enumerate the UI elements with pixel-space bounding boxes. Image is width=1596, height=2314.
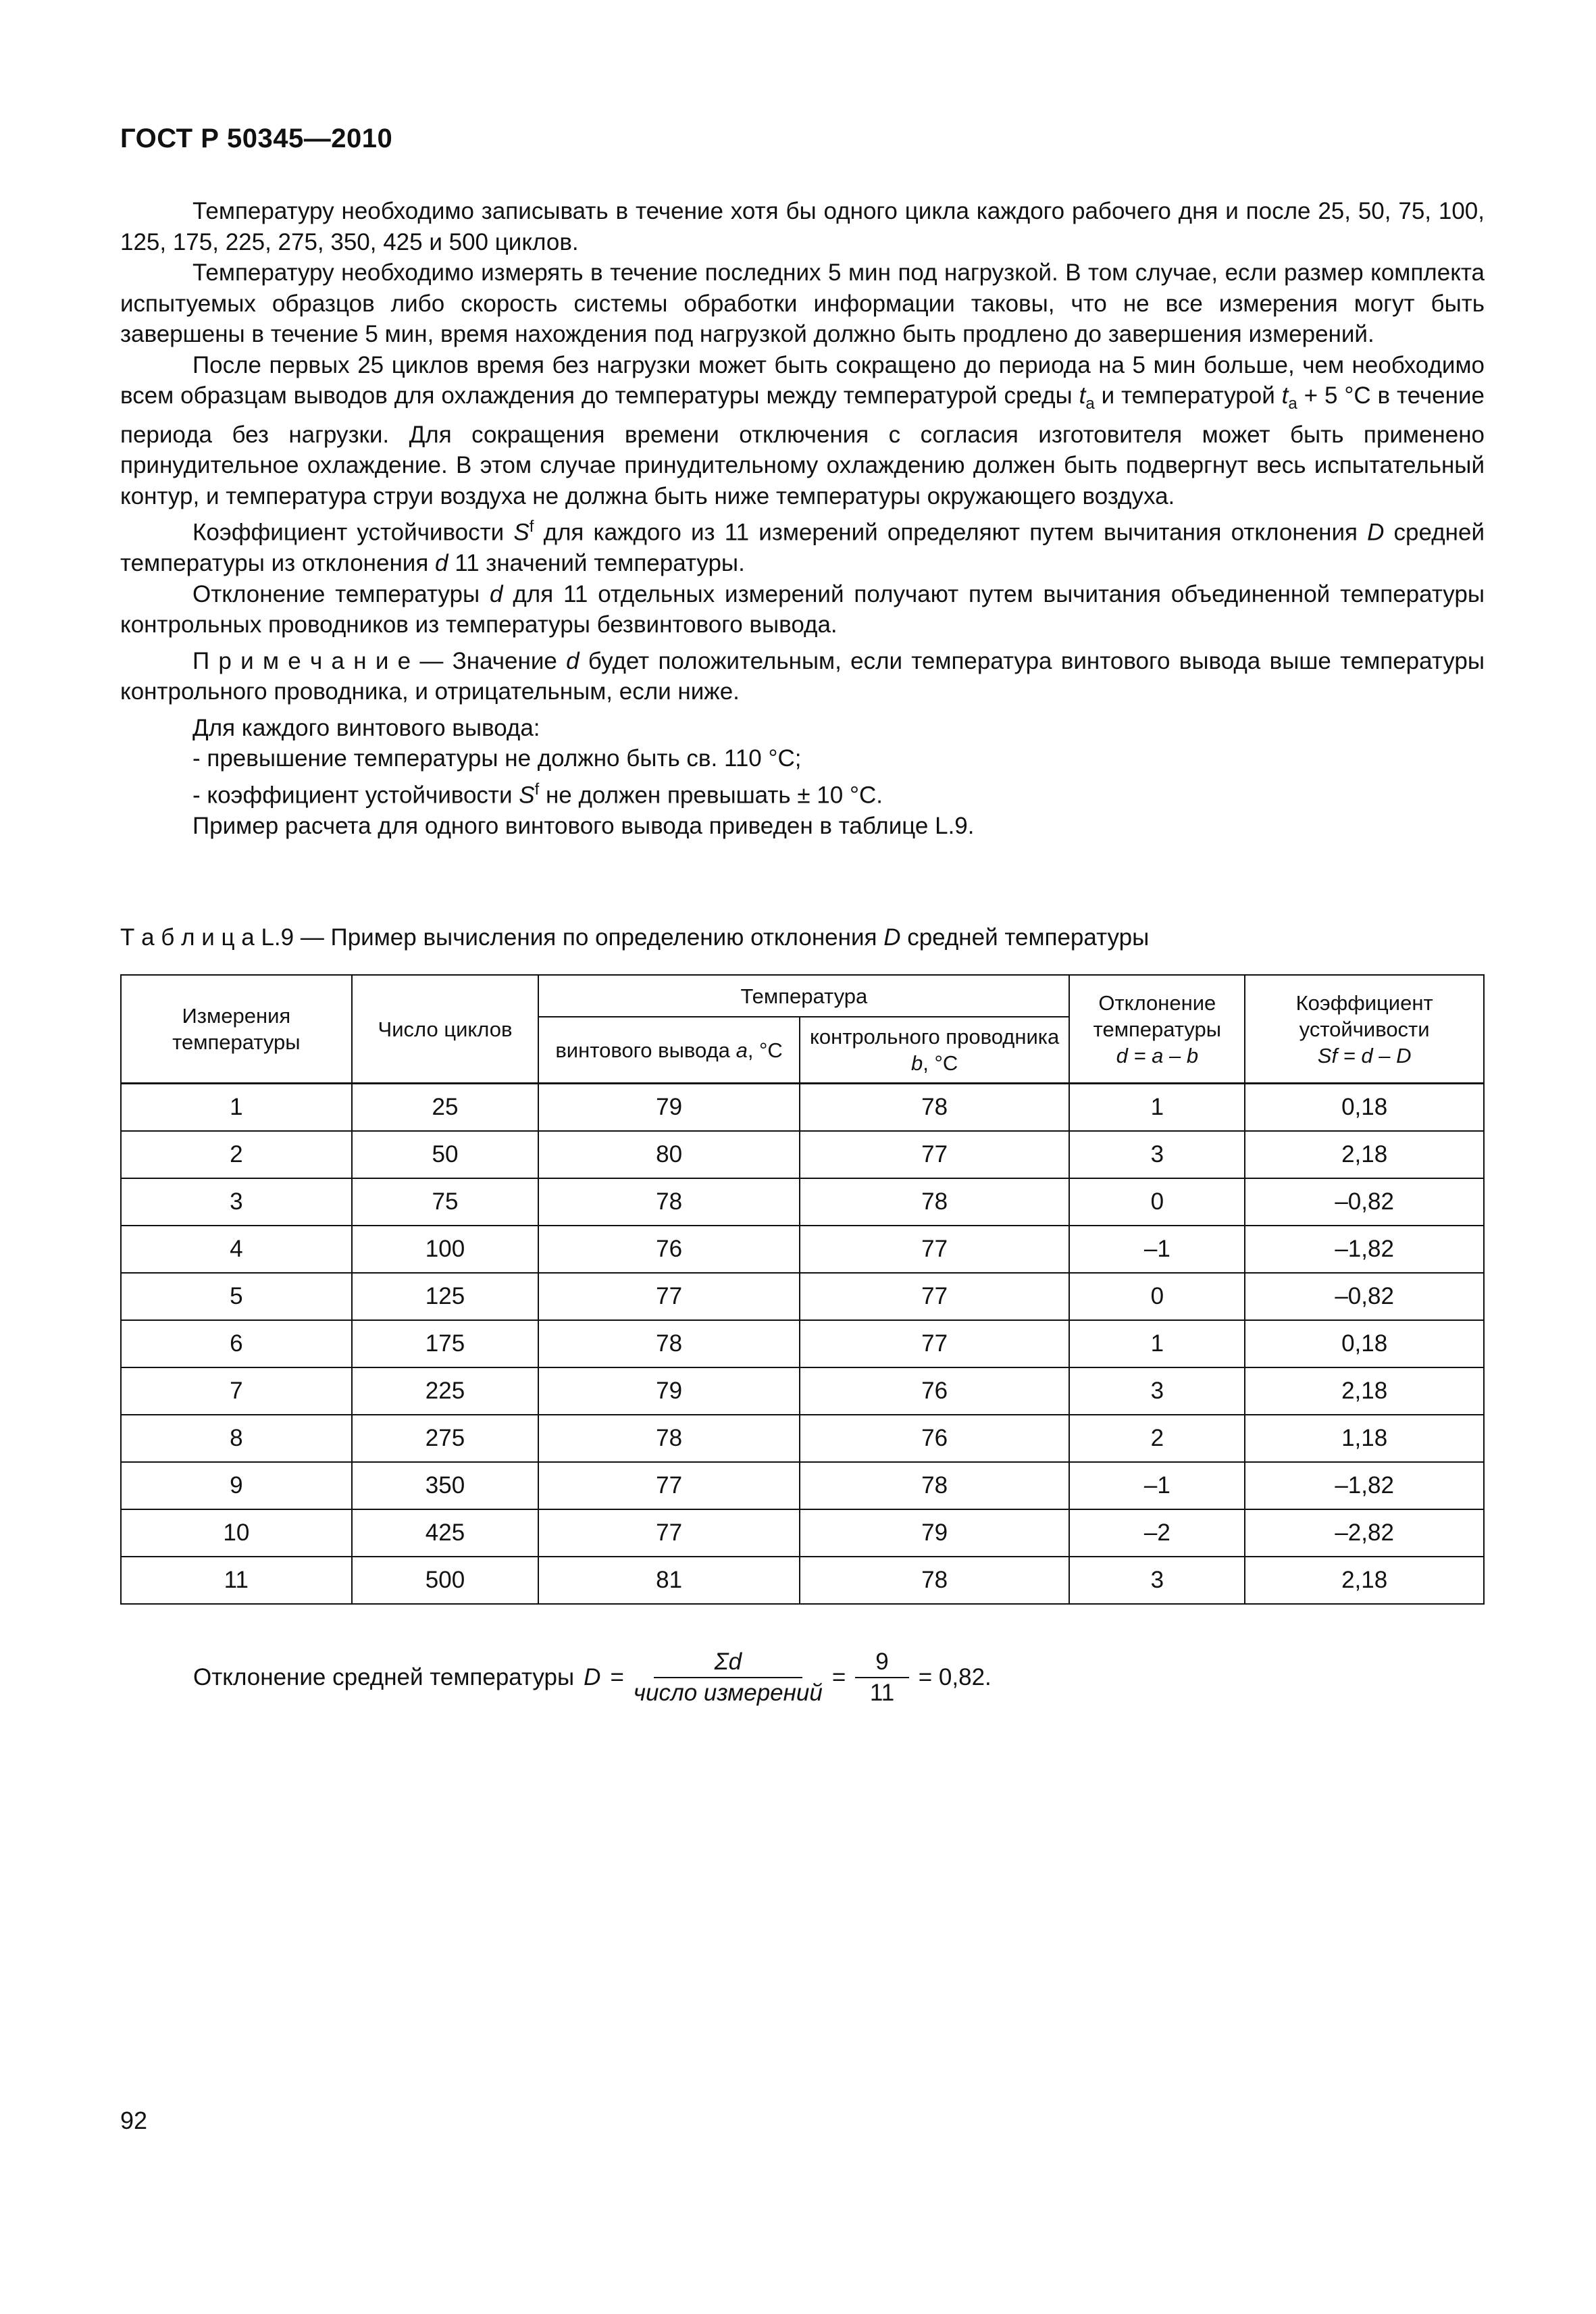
table-cell: –1,82 <box>1245 1462 1484 1509</box>
table-cell: 77 <box>538 1509 800 1557</box>
table-cell: 78 <box>800 1557 1070 1604</box>
table-row <box>121 1320 1484 1367</box>
symbol-t: t <box>1281 382 1289 409</box>
header-cycles: Число циклов <box>352 975 539 1084</box>
table-cell: 78 <box>800 1462 1070 1509</box>
table-cell: 0,18 <box>1245 1084 1484 1132</box>
table-cell: 76 <box>800 1415 1070 1462</box>
table-cell: 78 <box>538 1178 800 1226</box>
table-caption-text: L.9 — Пример вычисления по определению отклонения <box>254 924 884 951</box>
table-cell: 2 <box>1069 1415 1245 1462</box>
table-cell: 500 <box>352 1557 539 1604</box>
header-deviation-formula: d = a – b <box>1116 1043 1199 1067</box>
list-item-temperature-rise: - превышение температуры не должно быть св. 110 °С; <box>192 745 802 772</box>
header-coefficient <box>1245 975 1484 1084</box>
table-cell: 77 <box>800 1320 1070 1367</box>
table-cell: 77 <box>538 1273 800 1320</box>
table-cell: 0 <box>1069 1273 1245 1320</box>
header-coefficient-formula: Sf = d – D <box>1317 1043 1412 1067</box>
table-cell: 75 <box>352 1178 539 1226</box>
table-cell: 78 <box>800 1178 1070 1226</box>
symbol-t-sub: a <box>1288 395 1297 413</box>
header-control-conductor <box>800 1017 1070 1084</box>
paragraph-cooling <box>120 350 1485 512</box>
fraction-denominator: число измерений <box>633 1680 823 1706</box>
header-unit: , °С <box>747 1038 783 1062</box>
table-row <box>121 1367 1484 1415</box>
table-cell: 79 <box>800 1509 1070 1557</box>
formula-result: = 0,82. <box>918 1664 992 1690</box>
table-cell: 7 <box>121 1367 352 1415</box>
header-screw-symbol: a <box>736 1038 748 1062</box>
table-cell: 79 <box>538 1367 800 1415</box>
table-cell: –1 <box>1069 1462 1245 1509</box>
text-fragment: Коэффициент устойчивости <box>192 519 514 546</box>
table-cell: –2 <box>1069 1509 1245 1557</box>
table-cell: 0,18 <box>1245 1320 1484 1367</box>
symbol-t-sub: a <box>1085 395 1095 413</box>
table-header-row <box>121 975 1484 1017</box>
text-fragment: не должен превышать ± 10 °С. <box>539 782 883 809</box>
table-row <box>121 1178 1484 1226</box>
table-cell: 350 <box>352 1462 539 1509</box>
header-temperature: Температура <box>538 975 1069 1017</box>
table-cell: 175 <box>352 1320 539 1367</box>
text-fragment: средней температуры из отклонения <box>120 519 1485 577</box>
table-cell: 1,18 <box>1245 1415 1484 1462</box>
table-row <box>121 1084 1484 1132</box>
table-cell: 3 <box>1069 1557 1245 1604</box>
text-fragment: — Значение <box>411 647 567 674</box>
page-number: 92 <box>120 2107 148 2134</box>
table-cell: 225 <box>352 1367 539 1415</box>
fraction-numeric <box>855 1649 908 1707</box>
note-paragraph <box>120 646 1485 707</box>
table-cell: –1 <box>1069 1226 1245 1273</box>
table-cell: 8 <box>121 1415 352 1462</box>
mean-deviation-formula <box>193 1649 992 1707</box>
table-caption-label: Т а б л и ц а <box>120 924 255 951</box>
paragraph-record-temperature: Температуру необходимо записывать в течение хотя бы одного цикла каждого рабочего дня и после 25, 50, 75, 100, 125, 175, 225, 275, 350, 425 и 500 циклов. <box>120 198 1485 255</box>
table-cell: 9 <box>121 1462 352 1509</box>
text-fragment: для каждого из 11 измерений определяют путем вычитания отклонения <box>534 519 1368 546</box>
paragraph-measure-temperature: Температуру необходимо измерять в течение последних 5 мин под нагрузкой. В том случае, если размер комплекта испытуемых образцов либо скорость системы обработки информации таковы, что не все измерения могут быть завершены в течение 5 мин, время нахождения под нагрузкой должно быть продлено до завершения измерений. <box>120 259 1485 347</box>
header-deviation-label: Отклонение температуры <box>1093 990 1222 1041</box>
table-cell: 25 <box>352 1084 539 1132</box>
text-fragment: и температурой <box>1094 382 1282 409</box>
header-screw-terminal <box>538 1017 800 1084</box>
symbol-t: t <box>1079 382 1086 409</box>
fraction-sum-over-count <box>634 1649 823 1707</box>
list-item-stability <box>120 774 1485 811</box>
text-fragment: - коэффициент устойчивости <box>192 782 519 809</box>
formula-equals: = <box>831 1664 846 1690</box>
header-coefficient-label: Коэффициент устойчивости <box>1295 990 1433 1041</box>
table-cell: 11 <box>121 1557 352 1604</box>
fraction-denominator: 11 <box>869 1680 895 1706</box>
table-cell: 2,18 <box>1245 1557 1484 1604</box>
table-cell: 77 <box>800 1226 1070 1273</box>
header-deviation <box>1069 975 1245 1084</box>
paragraph-example-ref: Пример расчета для одного винтового вывода приведен в таблице L.9. <box>192 812 975 839</box>
table-row <box>121 1415 1484 1462</box>
table-row <box>121 1273 1484 1320</box>
paragraph-deviation <box>120 579 1485 640</box>
table-cell: 1 <box>1069 1320 1245 1367</box>
table-cell: 125 <box>352 1273 539 1320</box>
symbol-s: S <box>513 519 530 546</box>
table-cell: –0,82 <box>1245 1273 1484 1320</box>
formula-d-symbol: D <box>584 1664 601 1690</box>
table-row <box>121 1509 1484 1557</box>
table-cell: 3 <box>1069 1367 1245 1415</box>
table-cell: –2,82 <box>1245 1509 1484 1557</box>
header-unit: , °С <box>923 1051 958 1075</box>
table-cell: –1,82 <box>1245 1226 1484 1273</box>
table-caption-tail: средней температуры <box>900 924 1150 951</box>
symbol-s-sup: f <box>529 518 534 536</box>
text-fragment: Отклонение температуры <box>192 580 490 607</box>
table-cell: 275 <box>352 1415 539 1462</box>
table-cell: 2,18 <box>1245 1367 1484 1415</box>
text-fragment: для 11 отдельных измерений получают путем вычитания объединенной температуры контрольных проводников из температуры безвинтового вывода. <box>120 580 1485 638</box>
table-cell: 5 <box>121 1273 352 1320</box>
table-cell: 100 <box>352 1226 539 1273</box>
table-cell: 10 <box>121 1509 352 1557</box>
table-cell: 78 <box>538 1415 800 1462</box>
table-cell: 1 <box>121 1084 352 1132</box>
paragraph-stability-coefficient <box>120 511 1485 579</box>
symbol-d-lower: d <box>435 550 448 577</box>
table-cell: 0 <box>1069 1178 1245 1226</box>
fraction-numerator: 9 <box>855 1649 908 1678</box>
document-header: ГОСТ Р 50345—2010 <box>120 124 393 153</box>
table-row <box>121 1131 1484 1178</box>
table-cell: 77 <box>800 1273 1070 1320</box>
symbol-d-upper: D <box>883 924 901 951</box>
table-cell: 3 <box>121 1178 352 1226</box>
table-cell: 79 <box>538 1084 800 1132</box>
fraction-numerator: Σd <box>654 1649 802 1678</box>
text-fragment: После первых 25 циклов время без нагрузки может быть сокращено до периода на 5 мин больше, чем необходимо всем образцам выводов для охлаждения до температуры между температурой среды <box>120 351 1485 409</box>
table-cell: 80 <box>538 1131 800 1178</box>
body-text <box>120 196 1485 841</box>
text-fragment: + 5 °С в течение периода без нагрузки. Для сокращения времени отключения с согласия изготовителя может быть применено принудительное охлаждение. В этом случае принудительному охлаждению должен быть подвергнут весь испытательный контур, и температура струи воздуха не должна быть ниже температуры окружающего воздуха. <box>120 382 1485 509</box>
symbol-d-lower: d <box>566 647 580 674</box>
table-cell: –0,82 <box>1245 1178 1484 1226</box>
table-cell: 78 <box>800 1084 1070 1132</box>
table-cell: 6 <box>121 1320 352 1367</box>
table-row <box>121 1462 1484 1509</box>
table-cell: 78 <box>538 1320 800 1367</box>
text-fragment: будет положительным, если температура винтового вывода выше температуры контрольного проводника, и отрицательным, если ниже. <box>120 647 1485 705</box>
symbol-s-sup: f <box>534 780 540 799</box>
table-body <box>121 1084 1484 1605</box>
symbol-d-upper: D <box>1367 519 1385 546</box>
table-cell: 76 <box>538 1226 800 1273</box>
table-cell: 50 <box>352 1131 539 1178</box>
text-fragment: 11 значений температуры. <box>448 550 745 577</box>
formula-label: Отклонение средней температуры <box>193 1664 575 1690</box>
header-control-label: контрольного проводника <box>809 1025 1060 1049</box>
table-cell: 4 <box>121 1226 352 1273</box>
paragraph-each-terminal: Для каждого винтового вывода: <box>192 714 540 741</box>
formula-equals: = <box>610 1664 624 1690</box>
table-cell: 77 <box>800 1131 1070 1178</box>
header-control-symbol: b <box>910 1051 923 1075</box>
table-cell: 77 <box>538 1462 800 1509</box>
header-screw-label: винтового вывода <box>555 1038 730 1062</box>
data-table <box>120 974 1485 1605</box>
table-cell: 81 <box>538 1557 800 1604</box>
table-cell: 3 <box>1069 1131 1245 1178</box>
table-caption <box>120 922 1485 953</box>
table-row <box>121 1557 1484 1604</box>
symbol-s: S <box>519 782 535 809</box>
table-cell: 2 <box>121 1131 352 1178</box>
symbol-d-lower: d <box>490 580 503 607</box>
table-cell: 2,18 <box>1245 1131 1484 1178</box>
header-measure: Измерения температуры <box>121 975 352 1084</box>
table-row <box>121 1226 1484 1273</box>
note-label: П р и м е ч а н и е <box>192 647 411 674</box>
table-cell: 76 <box>800 1367 1070 1415</box>
table-cell: 425 <box>352 1509 539 1557</box>
table-cell: 1 <box>1069 1084 1245 1132</box>
